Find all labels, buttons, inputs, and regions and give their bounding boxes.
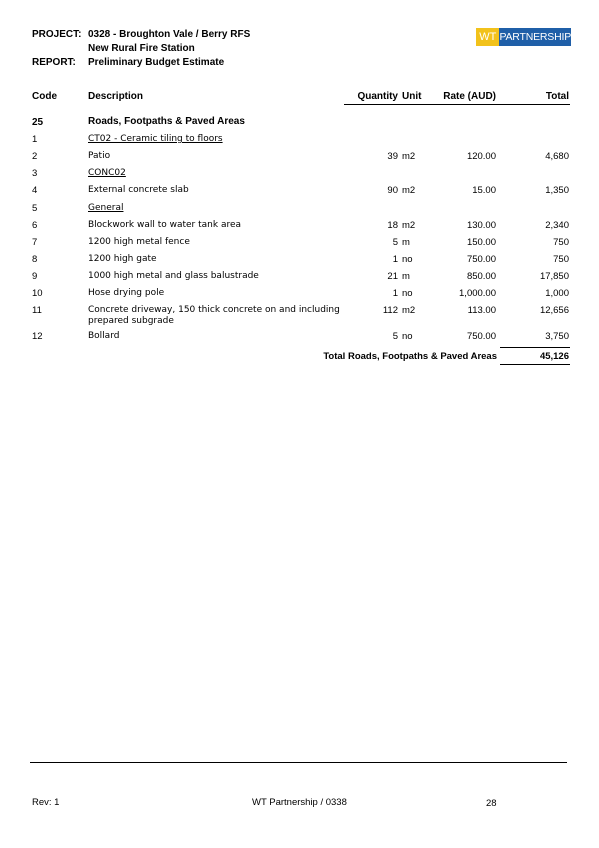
row-quantity: 18	[387, 220, 398, 231]
row-rate: 1,000.00	[459, 288, 496, 299]
row-unit: m2	[402, 151, 416, 162]
logo-partnership-text: PARTNERSHIP	[499, 28, 571, 46]
footer-revision: Rev: 1	[32, 797, 60, 808]
row-rate: 750.00	[466, 254, 496, 265]
row-unit: no	[402, 288, 413, 299]
section-total-label: Total Roads, Footpaths & Paved Areas	[323, 351, 497, 362]
header-underline	[344, 104, 570, 105]
row-unit: no	[402, 254, 413, 265]
row-code: 11	[32, 305, 42, 316]
row-rate: 15.00	[472, 185, 496, 196]
row-rate: 113.00	[467, 305, 496, 316]
col-total: Total	[545, 91, 569, 102]
row-quantity: 90	[387, 185, 398, 196]
project-label: PROJECT:	[32, 29, 82, 40]
row-unit: m2	[402, 220, 416, 231]
section-total-value: 45,126	[539, 351, 569, 362]
row-description: 1200 high gate	[88, 254, 157, 264]
col-code: Code	[32, 91, 57, 102]
row-description: Bollard	[88, 331, 120, 341]
row-rate: 150.00	[466, 237, 496, 248]
row-unit: m2	[402, 305, 416, 316]
row-total: 3,750	[545, 331, 569, 342]
section-code: 25	[32, 117, 44, 128]
col-quantity: Quantity	[357, 91, 398, 102]
row-description: 1200 high metal fence	[88, 237, 190, 247]
row-rate: 750.00	[466, 331, 496, 342]
wt-partnership-logo	[476, 28, 571, 46]
row-quantity: 21	[387, 271, 398, 282]
row-unit: m	[402, 237, 410, 248]
row-description: General	[88, 203, 124, 213]
row-code: 6	[32, 220, 38, 231]
row-total: 1,350	[545, 185, 569, 196]
project-value: 0328 - Broughton Vale / Berry RFS	[88, 29, 251, 40]
row-total: 750	[553, 237, 569, 248]
col-rate: Rate (AUD)	[443, 91, 496, 102]
row-total: 12,656	[539, 305, 569, 316]
row-total: 17,850	[539, 271, 569, 282]
row-code: 1	[32, 134, 38, 145]
row-quantity: 1	[392, 288, 398, 299]
row-description: Blockwork wall to water tank area	[88, 220, 242, 230]
row-quantity: 5	[392, 237, 398, 248]
row-quantity: 1	[392, 254, 398, 265]
row-rate: 120.00	[466, 151, 496, 162]
row-description: Concrete driveway, 150 thick concrete on and including prepared subgrade	[88, 305, 340, 326]
row-description: CONC02	[88, 168, 126, 178]
section-title: Roads, Footpaths & Paved Areas	[88, 116, 245, 127]
row-code: 2	[32, 151, 38, 162]
row-total: 750	[553, 254, 569, 265]
logo-wt-text: WT	[476, 28, 499, 46]
row-description: Hose drying pole	[88, 288, 165, 298]
row-code: 12	[32, 331, 43, 342]
row-total: 4,680	[545, 151, 569, 162]
report-label: REPORT:	[32, 57, 76, 68]
total-top-rule	[500, 347, 570, 348]
row-quantity: 5	[392, 331, 398, 342]
row-description: Patio	[88, 151, 111, 161]
row-unit: m	[402, 271, 410, 282]
row-code: 5	[32, 203, 38, 214]
row-code: 7	[32, 237, 38, 248]
row-unit: m2	[402, 185, 416, 196]
row-rate: 130.00	[466, 220, 496, 231]
row-description: External concrete slab	[88, 185, 189, 195]
row-description: 1000 high metal and glass balustrade	[88, 271, 259, 281]
row-quantity: 112	[382, 305, 398, 316]
footer-rule	[30, 762, 567, 763]
project-subtitle: New Rural Fire Station	[88, 43, 195, 54]
page-number: 28	[486, 798, 497, 809]
row-code: 10	[32, 288, 43, 299]
report-value: Preliminary Budget Estimate	[88, 57, 225, 68]
row-total: 1,000	[545, 288, 569, 299]
row-unit: no	[402, 331, 413, 342]
row-description: CT02 - Ceramic tiling to floors	[88, 134, 223, 144]
row-total: 2,340	[545, 220, 569, 231]
row-rate: 850.00	[466, 271, 496, 282]
row-code: 8	[32, 254, 38, 265]
total-bottom-rule	[500, 364, 570, 365]
footer-center-text: WT Partnership / 0338	[252, 797, 347, 808]
row-code: 9	[32, 271, 38, 282]
col-unit: Unit	[402, 91, 422, 102]
col-description: Description	[88, 91, 144, 102]
row-code: 4	[32, 185, 38, 196]
row-quantity: 39	[387, 151, 398, 162]
row-code: 3	[32, 168, 38, 179]
